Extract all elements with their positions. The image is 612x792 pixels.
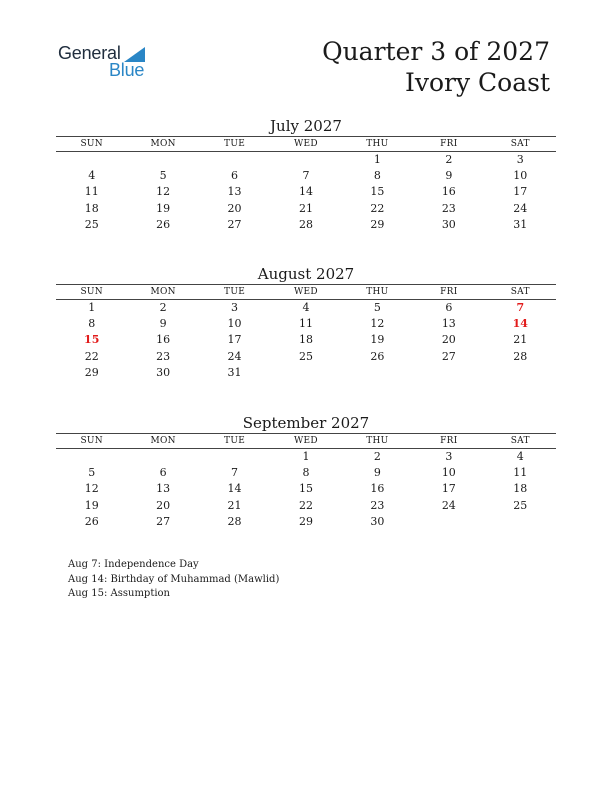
day-cell: 1	[373, 153, 381, 166]
day-cell: 6	[159, 466, 167, 480]
calendar-table	[56, 433, 556, 530]
weekday-label: TUE	[199, 137, 270, 152]
weekday-label: THU	[342, 137, 413, 152]
day-cell: 19	[84, 498, 99, 512]
page-title	[322, 36, 550, 98]
weekday-label: TUE	[199, 434, 270, 449]
empty-day-cell	[270, 365, 341, 381]
weekday-label: THU	[342, 285, 413, 300]
day-cell: 27	[441, 349, 456, 363]
week-row	[56, 498, 556, 514]
day-cell: 17	[513, 185, 528, 199]
day-cell: 2	[159, 301, 167, 314]
day-cell: 25	[513, 498, 528, 512]
day-cell: 15	[298, 482, 313, 496]
empty-day-cell	[485, 365, 556, 381]
month-september	[56, 413, 556, 530]
logo-text-general: General	[58, 43, 121, 63]
weekday-label: SUN	[56, 137, 127, 152]
weekday-header-row	[56, 137, 556, 152]
day-cell: 23	[441, 201, 456, 215]
week-row	[56, 332, 556, 348]
day-cell: 27	[156, 514, 171, 528]
day-cell: 21	[513, 333, 528, 347]
day-cell: 20	[441, 333, 456, 347]
day-cell: 5	[373, 301, 381, 314]
empty-day-cell	[199, 152, 270, 169]
day-cell: 1	[302, 450, 310, 463]
logo-text-blue: Blue	[109, 60, 145, 80]
weekday-label: SAT	[485, 285, 556, 300]
day-cell: 18	[298, 333, 313, 347]
day-cell: 6	[445, 301, 453, 314]
holiday-note: Aug 15: Assumption	[68, 588, 171, 600]
day-cell: 8	[373, 169, 381, 183]
day-cell: 12	[370, 317, 385, 331]
day-cell: 22	[370, 201, 385, 215]
week-row	[56, 152, 556, 169]
day-cell: 31	[513, 217, 528, 231]
day-cell: 8	[302, 466, 310, 480]
calendar-table	[56, 284, 556, 381]
day-cell: 5	[159, 169, 167, 183]
month-august	[56, 264, 556, 381]
holiday-day-cell: 14	[512, 317, 528, 331]
day-cell: 19	[370, 333, 385, 347]
empty-day-cell	[56, 449, 127, 466]
weekday-label: TUE	[199, 285, 270, 300]
day-cell: 18	[513, 482, 528, 496]
day-cell: 19	[156, 201, 171, 215]
empty-day-cell	[56, 152, 127, 169]
day-cell: 28	[298, 217, 313, 231]
empty-day-cell	[199, 449, 270, 466]
day-cell: 23	[370, 498, 385, 512]
week-row	[56, 168, 556, 184]
day-cell: 13	[227, 185, 242, 199]
day-cell: 23	[156, 349, 171, 363]
day-cell: 14	[298, 185, 313, 199]
weekday-header-row	[56, 434, 556, 449]
day-cell: 13	[441, 317, 456, 331]
day-cell: 30	[370, 514, 385, 528]
weekday-label: SUN	[56, 285, 127, 300]
weekday-label: SAT	[485, 137, 556, 152]
weekday-label: THU	[342, 434, 413, 449]
day-cell: 21	[298, 201, 313, 215]
day-cell: 18	[84, 201, 99, 215]
day-cell: 16	[156, 333, 171, 347]
day-cell: 14	[227, 482, 242, 496]
weekday-label: SUN	[56, 434, 127, 449]
day-cell: 28	[513, 349, 528, 363]
day-cell: 20	[156, 498, 171, 512]
empty-day-cell	[413, 514, 484, 530]
day-cell: 1	[88, 301, 96, 314]
week-row	[56, 465, 556, 481]
day-cell: 11	[298, 317, 313, 331]
day-cell: 2	[373, 450, 381, 463]
empty-day-cell	[127, 152, 198, 169]
day-cell: 24	[227, 349, 242, 363]
day-cell: 3	[516, 153, 524, 166]
week-row	[56, 184, 556, 200]
week-row	[56, 449, 556, 466]
day-cell: 7	[231, 466, 239, 480]
calendar-table	[56, 136, 556, 233]
weekday-label: WED	[270, 137, 341, 152]
empty-day-cell	[127, 449, 198, 466]
day-cell: 13	[156, 482, 171, 496]
weekday-label: MON	[127, 434, 198, 449]
day-cell: 11	[84, 185, 99, 199]
holiday-notes	[68, 558, 279, 602]
day-cell: 10	[513, 169, 528, 183]
day-cell: 10	[441, 466, 456, 480]
month-title: August 2027	[257, 265, 355, 283]
day-cell: 25	[84, 217, 99, 231]
day-cell: 28	[227, 514, 242, 528]
weekday-label: FRI	[413, 137, 484, 152]
day-cell: 3	[445, 450, 453, 463]
day-cell: 26	[84, 514, 99, 528]
day-cell: 10	[227, 317, 242, 331]
day-cell: 17	[441, 482, 456, 496]
day-cell: 9	[159, 317, 167, 331]
day-cell: 16	[370, 482, 385, 496]
day-cell: 26	[370, 349, 385, 363]
month-july	[56, 116, 556, 233]
weekday-label: FRI	[413, 285, 484, 300]
weekday-label: WED	[270, 434, 341, 449]
empty-day-cell	[413, 365, 484, 381]
day-cell: 7	[302, 169, 310, 183]
week-row	[56, 481, 556, 497]
weekday-label: WED	[270, 285, 341, 300]
day-cell: 15	[370, 185, 385, 199]
day-cell: 12	[156, 185, 171, 199]
day-cell: 21	[227, 498, 242, 512]
day-cell: 2	[445, 153, 453, 166]
day-cell: 4	[302, 301, 310, 314]
day-cell: 16	[441, 185, 456, 199]
day-cell: 20	[227, 201, 242, 215]
week-row	[56, 514, 556, 530]
day-cell: 5	[88, 466, 96, 480]
week-row	[56, 316, 556, 332]
holiday-note: Aug 7: Independence Day	[68, 559, 199, 570]
weekday-label: MON	[127, 285, 198, 300]
holiday-day-cell: 7	[516, 301, 525, 314]
holiday-note: Aug 14: Birthday of Muhammad (Mawlid)	[68, 573, 280, 585]
week-row	[56, 201, 556, 217]
day-cell: 29	[84, 365, 99, 379]
day-cell: 4	[516, 450, 524, 463]
day-cell: 9	[445, 169, 453, 183]
day-cell: 9	[373, 466, 381, 480]
weekday-label: SAT	[485, 434, 556, 449]
day-cell: 24	[441, 498, 456, 512]
month-title: September 2027	[242, 414, 370, 432]
day-cell: 25	[298, 349, 313, 363]
day-cell: 11	[513, 466, 528, 480]
week-row	[56, 349, 556, 365]
day-cell: 4	[88, 169, 96, 183]
title-quarter: Quarter 3 of 2027	[322, 37, 550, 66]
weekday-label: FRI	[413, 434, 484, 449]
empty-day-cell	[270, 152, 341, 169]
week-row	[56, 300, 556, 317]
day-cell: 31	[227, 365, 242, 379]
generalblue-logo	[58, 43, 158, 83]
empty-day-cell	[485, 514, 556, 530]
day-cell: 30	[156, 365, 171, 379]
holiday-day-cell: 15	[84, 333, 100, 347]
weekday-label: MON	[127, 137, 198, 152]
day-cell: 3	[231, 301, 239, 314]
week-row	[56, 217, 556, 233]
empty-day-cell	[342, 365, 413, 381]
month-title: July 2027	[270, 117, 342, 135]
day-cell: 29	[370, 217, 385, 231]
day-cell: 26	[156, 217, 171, 231]
day-cell: 6	[231, 169, 239, 183]
day-cell: 17	[227, 333, 242, 347]
title-country: Ivory Coast	[404, 68, 550, 97]
day-cell: 12	[84, 482, 99, 496]
day-cell: 24	[513, 201, 528, 215]
weekday-header-row	[56, 285, 556, 300]
day-cell: 27	[227, 217, 242, 231]
day-cell: 8	[88, 317, 96, 331]
day-cell: 22	[84, 349, 99, 363]
week-row	[56, 365, 556, 381]
day-cell: 22	[298, 498, 313, 512]
day-cell: 29	[298, 514, 313, 528]
day-cell: 30	[441, 217, 456, 231]
